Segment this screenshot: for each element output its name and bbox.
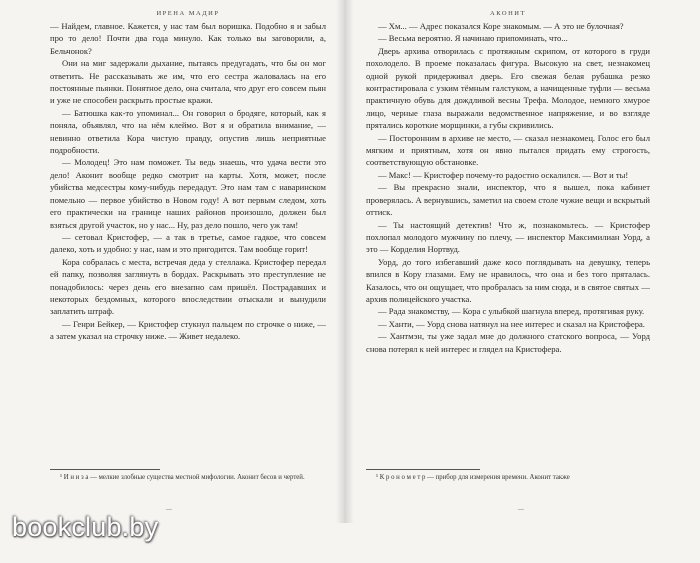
right-paragraph: — Макс! — Кристофер почему-то радостно оскалился. — Вот и ты! [378,169,629,180]
right-paragraph: — Ханти, — Уорд снова натянул на нее интерес и сказал на Кристофера. [378,318,645,329]
left-paragraph: — сетовал Кристофер, — а так в третье, самое гадкое, что совсем далеко, хоть и удобно: у нас, нам и это пригодится. Там вообще горит! [50,231,326,255]
left-paragraph: — Найдем, главное. Кажется, у нас там был воришка. Подобно я и забыл про то дело! Почти два года минуло. Как только вы заговорили, а, Бельчонок? [50,21,326,56]
left-page [0,0,338,523]
right-paragraph: — Посторонним в архиве не место, — сказал незнакомец. Голос его был мягким и приятным, хотя он явно пытался придать ему строгость, соответствующую обстановке. [366,132,650,168]
left-footnote-rule [50,469,160,470]
left-footnote: ¹ И н и з а — мелкие злобные существа местной мифологии. Аконит бесов и чертей. [60,474,305,481]
right-running-header: АКОНИТ [490,10,526,17]
right-paragraph: — Рада знакомству, — Кора с улыбкой шагнула вперед, протягивая руку. [378,306,645,317]
right-paragraph: — Вы прекрасно знали, инспектор, что я вышел, пока кабинет проверялась. А вернувшись, заметил на своем столе чужие вещи и вскрытый оттиск. [366,182,650,218]
right-paragraph: — Хм... — Адрес показался Коре знакомым. — А это не булочная? [378,21,624,31]
watermark-logo: bookclub.by [12,512,159,542]
right-page [352,0,690,523]
right-paragraph: Уорд, до того избегавший даже косо поглядывать на девушку, теперь впился в Кору глазами. Ему не нравилось, что она и без того пряталась. Казалось, что он ощущает, что пробралась за ним сюда, и в святое святых — архив полицейского участка. [366,256,650,304]
left-running-header: ИРЕНА МАДИР [156,10,220,17]
left-paragraph: — Генри Бейкер, — Кристофер стукнул пальцем по строчке о ниже, — а затем указал на строчку ниже. — Живет недалеко. [50,318,326,342]
right-paragraph: — Ты настоящий детектив! Что ж, познакомьтесь. — Кристофер похлопал молодого мужчину по плечу, — инспектор Максимилиан Уорд, а это — Корделия Нортвуд. [366,219,650,255]
right-page-number: — [518,507,524,513]
right-paragraph: Дверь архива отворилась с протяжным скрипом, от которого в груди похолодело. В проеме показалась фигура. Высокую на свет, незнакомец одной рукой придерживал дверь. Его свежая белая рубашка резко контрастировала с узким тёмным галстуком, а начищенные туфли — весьма практичную обувь для дождливой весны Трефа. Молодое, немного хмурое лицо, черные глаза выражали ведомственное напряжение, и во взгляде прятались короткие морщинки, а губы скривились. [366,45,650,131]
right-footnote-rule [366,469,480,470]
left-paragraph: — Молодец! Это нам поможет. Ты ведь знаешь, что удача вести это дело! Аконит вообще редко смотрит на карты. Хотя, может, после убийства медсестры кому-нибудь передадут. Это нам там с наваринском помельно — первое убийство в Новом году! А вот первым следом, хоть его практически на границе наших районов произошло, должен был взяться другой участок, но у нас... Ну, раз дело пошло, чего уж там! [50,157,326,230]
left-paragraph: Кора собралась с места, встречая деда у стеллажа. Кристофер передал ей папку, позволяя заглянуть в бордах. Раскрывать это преступление не понадобилось: через день его внезапно сам пришёл. Пострадавших и некоторых бездомных, которого впоследствии отыскали и вынудили заплатить штраф. [50,256,326,317]
right-footnote: ¹ К р о н о м е т р — прибор для измерения времени. Аконит также [376,474,570,481]
left-page-number: — [166,507,172,513]
right-paragraph: — Весьма вероятно. Я начинаю припоминать, что... [378,33,568,44]
left-paragraph: — Батюшка как-то упоминал... Он говорил о бродяге, который, как я поняла, объявлял, что на нём клеймо. Вот я и обратила внимание, — невинно ответила Кора чистую правду, опустив лишь неприятные подробности. [50,107,326,156]
left-paragraph: Они на миг задержали дыхание, пытаясь предугадать, что бы он мог ответить. Не рассказывать же им, что его сестра жаловалась на его постоянные пьянки. Понятное дело, она считала, что друг его совсем пьян и уже не способен раскрыть простые кражи. [50,58,326,106]
right-paragraph: — Хантмэн, ты уже задал мне до должного статского вопроса, — Уорд снова потерял к ней интерес и глядел на Кристофера. [366,331,650,354]
left-page-body [50,20,326,465]
right-page-body [366,20,650,465]
